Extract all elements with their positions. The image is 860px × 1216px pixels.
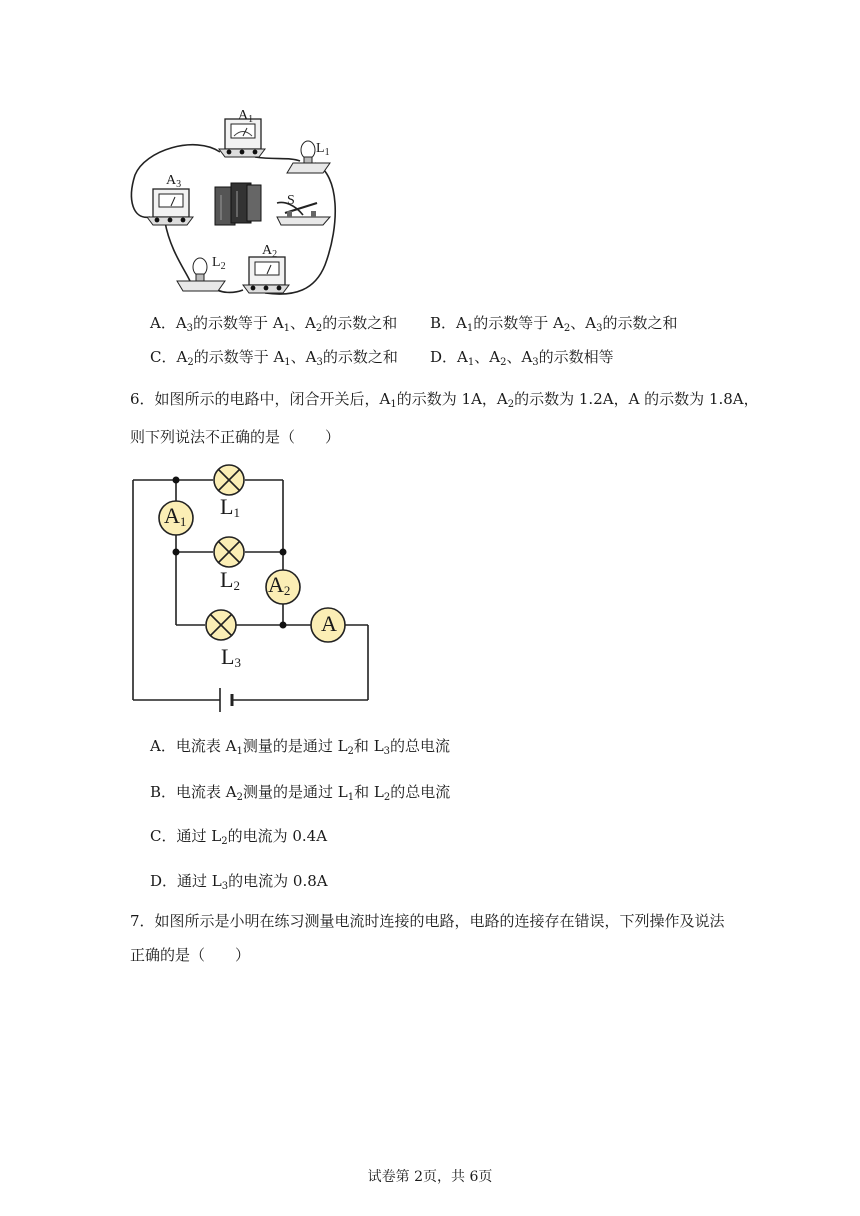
label-a-meter: A — [321, 611, 337, 636]
label-l2: $L_2$ — [212, 255, 226, 272]
q5-option-c[interactable]: C．$A_2$的示数等于 $A_1$、$A_3$的示数之和 — [150, 348, 398, 368]
label-a3: $A_3$ — [166, 173, 182, 190]
label-l1: $L_1$ — [316, 141, 330, 158]
lamp-l3-symbol — [206, 610, 236, 640]
q6-option-d[interactable]: D．通过 $L_3$的电流为 0.8A — [150, 872, 328, 892]
switch-s — [277, 203, 330, 225]
q6-stem-line2: 则下列说法不正确的是（ ） — [130, 428, 341, 446]
battery-pack — [215, 183, 261, 225]
page-footer: 试卷第 2页，共 6页 — [367, 1169, 493, 1185]
lamp-l1-symbol — [214, 465, 244, 495]
figure-physical-circuit — [125, 105, 350, 305]
q5-option-a[interactable]: A．$A_3$的示数等于 $A_1$、$A_2$的示数之和 — [150, 314, 398, 334]
q6-option-a[interactable]: A．电流表 $A_1$测量的是通过 $L_2$和 $L_3$的总电流 — [150, 737, 451, 757]
label-l3-lamp: $L_3$ — [221, 644, 241, 670]
ammeter-a3 — [147, 189, 193, 225]
label-l1-lamp: $L_1$ — [220, 494, 240, 520]
label-a1-meter: $A_1$ — [164, 503, 187, 529]
q5-option-b[interactable]: B．$A_1$的示数等于 $A_2$、$A_3$的示数之和 — [430, 314, 678, 334]
figure-schematic-circuit — [128, 460, 378, 720]
label-a2-meter: $A_2$ — [268, 572, 291, 598]
lamp-l2-symbol — [214, 537, 244, 567]
q7-stem-line2: 正确的是（ ） — [130, 946, 251, 964]
q6-stem-line1: 6．如图所示的电路中，闭合开关后，$A_1$的示数为 1A，$A_2$的示数为 1.2A，A 的示数为 1.8A， — [130, 390, 759, 410]
ammeter-a2 — [243, 257, 289, 293]
q6-option-c[interactable]: C．通过 $L_2$的电流为 0.4A — [150, 827, 328, 847]
label-a1: $A_1$ — [238, 108, 254, 125]
q6-option-b[interactable]: B．电流表 $A_2$测量的是通过 $L_1$和 $L_2$的总电流 — [150, 783, 451, 803]
label-s: S — [287, 193, 295, 208]
q7-stem-line1: 7．如图所示是小明在练习测量电流时连接的电路，电路的连接存在错误，下列操作及说法 — [130, 912, 725, 930]
ammeter-a1 — [219, 119, 265, 157]
q5-option-d[interactable]: D．$A_1$、$A_2$、$A_3$的示数相等 — [430, 348, 614, 368]
label-a2: $A_2$ — [262, 243, 278, 260]
label-l2-lamp: $L_2$ — [220, 567, 240, 593]
